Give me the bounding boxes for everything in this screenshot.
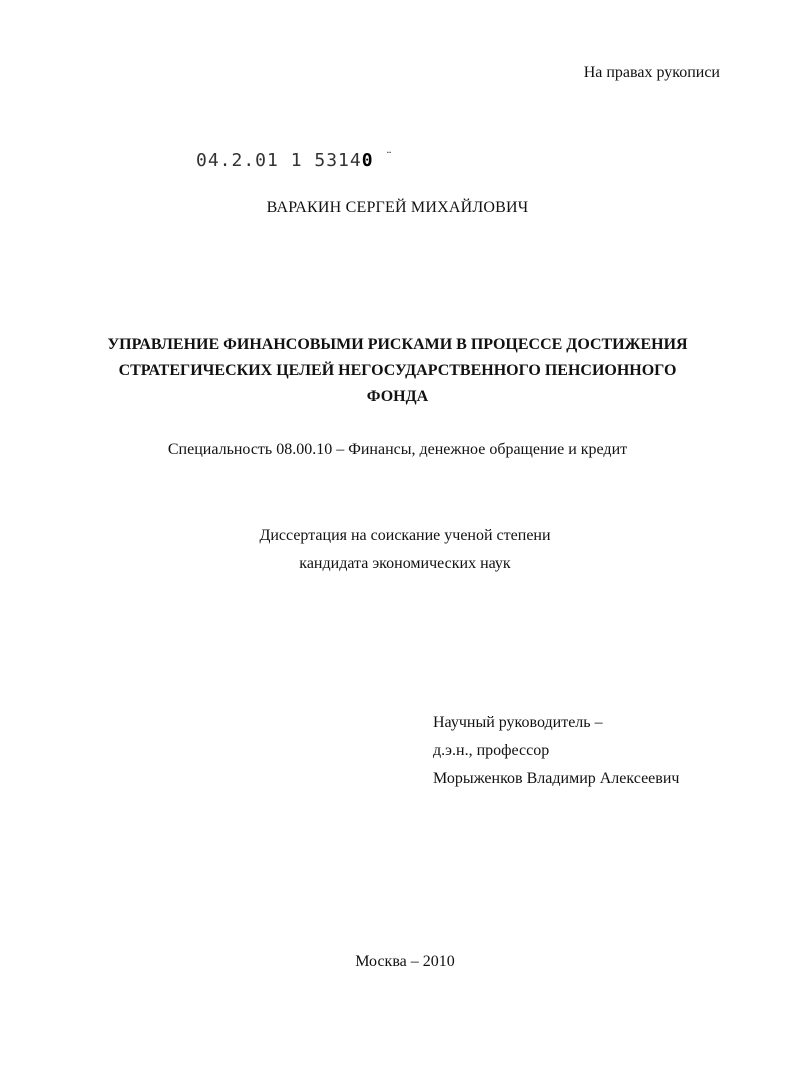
degree-statement <box>0 522 795 578</box>
rights-note: На правах рукописи <box>583 64 720 81</box>
registration-number <box>196 150 394 171</box>
city-year: Москва – 2010 <box>355 953 455 970</box>
title-line-2: СТРАТЕГИЧЕСКИХ ЦЕЛЕЙ НЕГОСУДАРСТВЕННОГО ПЕНСИОННОГО <box>118 362 677 379</box>
advisor-degree: д.э.н., профессор <box>433 742 550 759</box>
scientific-advisor <box>433 709 679 793</box>
advisor-role: Научный руководитель – <box>433 714 603 731</box>
dissertation-title <box>0 332 795 410</box>
title-line-1: УПРАВЛЕНИЕ ФИНАНСОВЫМИ РИСКАМИ В ПРОЦЕССЕ ДОСТИЖЕНИЯ <box>107 336 688 353</box>
registration-number-bold-digit: 0 <box>361 150 374 171</box>
specialty-line: Специальность 08.00.10 – Финансы, денежное обращение и кредит <box>167 441 628 458</box>
advisor-name: Морыженков Владимир Алексеевич <box>433 770 680 787</box>
registration-number-prefix: 04.2.01 1 5314 <box>196 150 362 171</box>
degree-line-1: Диссертация на соискание ученой степени <box>259 527 551 544</box>
title-line-3: ФОНДА <box>366 388 429 405</box>
degree-line-2: кандидата экономических наук <box>299 555 511 572</box>
author-name: ВАРАКИН СЕРГЕЙ МИХАЙЛОВИЧ <box>266 199 529 216</box>
registration-number-mark: ¨ <box>385 150 394 164</box>
